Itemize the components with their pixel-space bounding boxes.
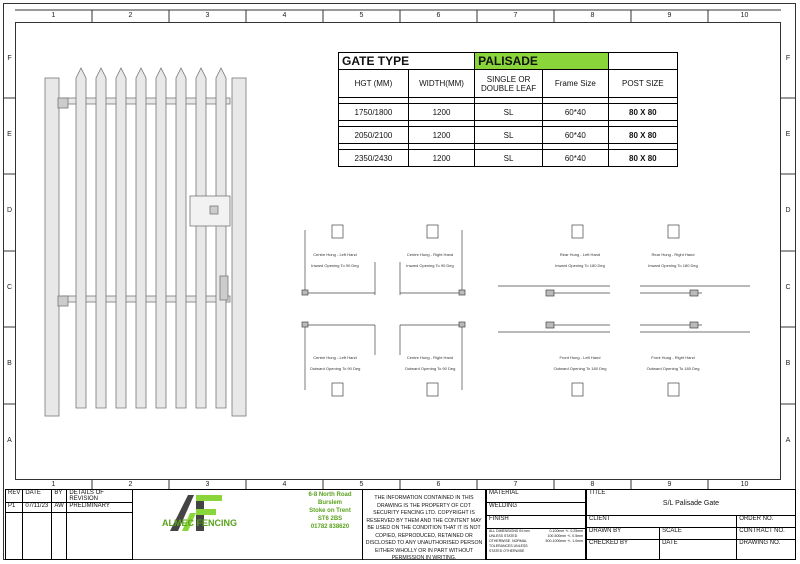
client-label: CLIENT — [587, 516, 737, 528]
drop-bolt — [220, 276, 228, 300]
column-label: 3 — [205, 12, 210, 19]
column-label: 10 — [740, 481, 749, 488]
tolerance-value: 500-1000mm +/- 1.0mm — [545, 539, 583, 543]
column-label: 7 — [513, 481, 518, 488]
cell-leaf: SL — [475, 127, 543, 144]
column-label: 8 — [590, 481, 595, 488]
bottom-hinge — [58, 296, 68, 306]
gate-type-value: PALISADE — [475, 53, 609, 70]
checked-by-label: CHECKED BY — [587, 540, 660, 560]
by-header: BY — [52, 490, 67, 503]
hinge-label: Inward Opening To 90 Deg — [406, 263, 454, 268]
hinge-label: Outward Opening To 90 Deg — [309, 366, 361, 371]
drawn-by-label: DRAWN BY — [587, 528, 660, 540]
column-label: 2 — [128, 12, 133, 19]
column-label: 4 — [282, 12, 287, 19]
column-label: 9 — [667, 481, 672, 488]
cell-height: 2350/2430 — [339, 150, 409, 167]
column-label: 2 — [128, 481, 133, 488]
material-label: MATERIAL — [487, 490, 586, 503]
header-width: WIDTH(MM) — [408, 70, 474, 98]
by-cell: AW — [52, 503, 67, 513]
column-label: 7 — [513, 12, 518, 19]
row-label: A — [785, 437, 791, 444]
header-leaf: SINGLE OR DOUBLE LEAF — [475, 70, 543, 98]
hinge-label: Outward Opening To 180 Deg — [646, 366, 700, 371]
welding-label: WELDING — [487, 503, 586, 516]
row-label: D — [6, 207, 13, 214]
finish-label: FINISH — [487, 516, 586, 529]
latch-post — [232, 78, 246, 416]
cell-post: 80 X 80 — [608, 150, 677, 167]
row-label: F — [7, 55, 12, 62]
hinge-label: Centre Hung - Right Hand — [406, 252, 454, 257]
hinge-diagrams — [290, 220, 760, 405]
row-label: C — [785, 284, 791, 291]
table-row — [339, 150, 678, 167]
cell-leaf: SL — [475, 150, 543, 167]
address-line: 6-8 North Road — [308, 492, 352, 498]
hinge-label: Inward Opening To 180 Deg — [648, 263, 698, 268]
company-address — [298, 491, 362, 531]
row-label: B — [785, 360, 791, 367]
hinge-label: Front Hung - Left Hand — [559, 355, 601, 360]
tolerance-note: ALL DIMENSIONS IN mm UNLESS STATED OTHERWISE. NORMAL TOLERANCES UNLESS STATED OTHERWISE — [489, 529, 530, 553]
cell-frame: 60*40 — [543, 127, 609, 144]
hinge-label: Outward Opening To 180 Deg — [553, 366, 607, 371]
row-label: D — [785, 207, 791, 214]
column-label: 1 — [51, 481, 56, 488]
details-cell: PRELIMINARY — [67, 503, 133, 513]
hinge-label: Front Hung - Right Hand — [651, 355, 695, 360]
cell-height: 2050/2100 — [339, 127, 409, 144]
drawing-info-block — [586, 489, 796, 560]
column-label: 8 — [590, 12, 595, 19]
hinge-label: Outward Opening To 90 Deg — [404, 366, 456, 371]
cell-width: 1200 — [408, 127, 474, 144]
hinge-label: Centre Hung - Right Hand — [406, 355, 454, 360]
cell-width: 1200 — [408, 104, 474, 121]
rev-cell: P1 — [6, 503, 23, 513]
column-label: 6 — [436, 481, 441, 488]
copyright-disclaimer: THE INFORMATION CONTAINED IN THIS DRAWING IS THE PROPERTY OF COT SECURITY FENCING LTD. COPYRIGHT IS RESERVED BY THEM AND THE CONTENT MAY BE USED ON THE CONDITION THAT IT IS NOT COPIED, REPRODUCED, RETAINED OR DISCLOSED TO ANY UNAUTHORISED PERSON EITHER WHOLLY OR IN PART WITHOUT PERMISSION IN WRITING. — [362, 489, 486, 560]
header-frame-size: Frame Size — [543, 70, 609, 98]
top-hinge — [58, 98, 68, 108]
pales — [76, 68, 226, 408]
gate-type-label: GATE TYPE — [339, 53, 475, 70]
cell-frame: 60*40 — [543, 150, 609, 167]
drawing-title: S/L Palisade Gate — [662, 500, 720, 507]
order-no-label: ORDER NO. — [737, 516, 796, 528]
hinge-label: Rear Hung - Right Hand — [651, 252, 695, 257]
cell-width: 1200 — [408, 150, 474, 167]
table-row — [339, 104, 678, 121]
column-label: 9 — [667, 12, 672, 19]
cell-post: 80 X 80 — [608, 127, 677, 144]
title-label: TITLE — [589, 490, 606, 496]
hinge-post — [45, 78, 59, 416]
gate-type-table — [338, 52, 678, 167]
address-line: Burslem — [317, 500, 342, 506]
cell-frame: 60*40 — [543, 104, 609, 121]
date-header: DATE — [23, 490, 52, 503]
column-label: 6 — [436, 12, 441, 19]
row-label: A — [7, 437, 12, 444]
address-line: Stoke on Trent — [309, 508, 351, 514]
details-header: DETAILS OF REVISION — [67, 490, 133, 503]
contract-no-label: CONTRACT NO. — [737, 528, 796, 540]
company-name: ALMEC FENCING — [162, 518, 237, 528]
address-line: 01782 838620 — [310, 524, 350, 530]
column-label: 4 — [282, 481, 287, 488]
gate-elevation-drawing — [40, 60, 260, 420]
scale-label: SCALE — [660, 528, 737, 540]
cell-leaf: SL — [475, 104, 543, 121]
tolerance-value: 100-500mm +/- 0.5mm — [547, 534, 583, 538]
drawing-no-label: DRAWING NO. — [737, 540, 796, 560]
row-label: F — [785, 55, 791, 62]
row-label: C — [6, 284, 13, 291]
revision-row — [6, 503, 133, 513]
header-post-size: POST SIZE — [608, 70, 677, 98]
hinge-label: Rear Hung - Left Hand — [559, 252, 601, 257]
hinge-label: Inward Opening To 180 Deg — [555, 263, 605, 268]
column-label: 5 — [359, 481, 364, 488]
table-row — [339, 127, 678, 144]
column-label: 3 — [205, 481, 210, 488]
column-label: 10 — [740, 12, 749, 19]
hinge-label: Inward Opening To 90 Deg — [311, 263, 359, 268]
header-height: HGT (MM) — [339, 70, 409, 98]
material-block — [486, 489, 586, 560]
tolerance-value: 0-100mm +/- 0.25mm — [549, 529, 583, 533]
row-label: B — [7, 360, 12, 367]
column-label: 5 — [359, 12, 364, 19]
rev-header: REV — [6, 490, 23, 503]
row-label: E — [7, 131, 12, 138]
hinge-label: Centre Hung - Left Hand — [313, 252, 357, 257]
column-label: 1 — [51, 12, 56, 19]
row-label: E — [785, 131, 791, 138]
hinge-label: Centre Hung - Left Hand — [313, 355, 357, 360]
date-label: DATE — [660, 540, 737, 560]
revision-table — [5, 489, 133, 560]
cell-post: 80 X 80 — [608, 104, 677, 121]
address-line: ST6 2BS — [317, 516, 343, 522]
date-cell: 07/11/23 — [23, 503, 52, 513]
cell-height: 1750/1800 — [339, 104, 409, 121]
